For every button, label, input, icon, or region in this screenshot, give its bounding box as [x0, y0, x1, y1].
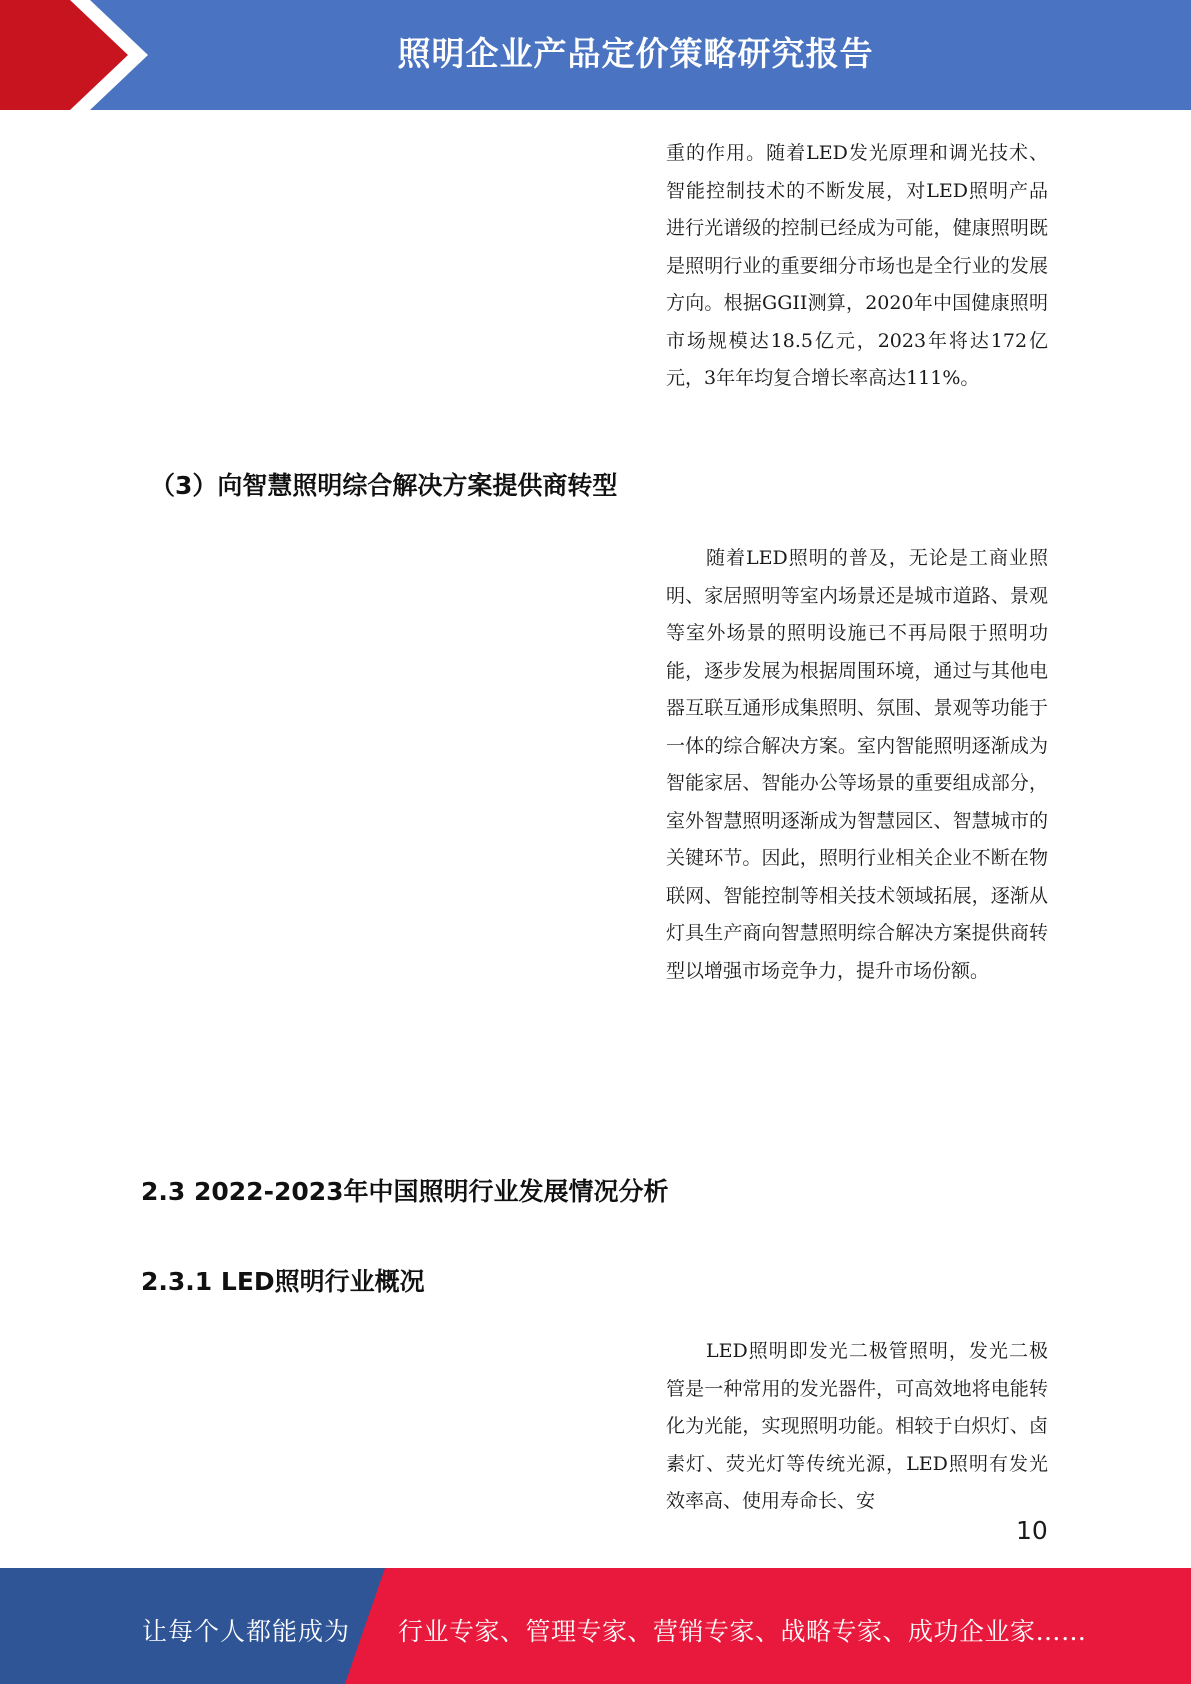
paragraph-text: 重的作用。随着LED发光原理和调光技术、智能控制技术的不断发展，对LED照明产品进行光谱级的控制已经成为可能，健康照明既是照明行业的重要细分市场也是全行业的发展方向。根据GGII测算，2020年中国健康照明市场规模达18.5亿元，2023年将达172亿元，3年年均复合增长率高达111%。 [666, 142, 1048, 389]
page-header [0, 0, 1191, 110]
footer-slogan-right: 行业专家、管理专家、营销专家、战略专家、成功企业家…… [398, 1617, 1087, 1646]
paragraph-led-overview [666, 1333, 1048, 1521]
section-heading-2-3: 2.3 2022-2023年中国照明行业发展情况分析 [141, 1177, 669, 1206]
paragraph-health-lighting [666, 135, 1048, 398]
footer-slogan-left: 让每个人都能成为 [142, 1617, 351, 1646]
section-heading-3: （3）向智慧照明综合解决方案提供商转型 [150, 471, 618, 500]
page-footer [0, 1568, 1191, 1684]
paragraph-smart-lighting [666, 540, 1048, 990]
paragraph-text: 随着LED照明的普及，无论是工商业照明、家居照明等室内场景还是城市道路、景观等室外场景的照明设施已不再局限于照明功能，逐步发展为根据周围环境，通过与其他电器互联互通形成集照明、氛围、景观等功能于一体的综合解决方案。室内智能照明逐渐成为智能家居、智能办公等场景的重要组成部分，室外智慧照明逐渐成为智慧园区、智慧城市的关键环节。因此，照明行业相关企业不断在物联网、智能控制等相关技术领域拓展，逐渐从灯具生产商向智慧照明综合解决方案提供商转型以增强市场竞争力，提升市场份额。 [666, 547, 1048, 982]
section-heading-2-3-1: 2.3.1 LED照明行业概况 [141, 1267, 425, 1296]
paragraph-text: LED照明即发光二极管照明，发光二极管是一种常用的发光器件，可高效地将电能转化为光能，实现照明功能。相较于白炽灯、卤素灯、荧光灯等传统光源，LED照明有发光效率高、使用寿命长、安 [666, 1340, 1048, 1512]
page-number: 10 [1016, 1516, 1048, 1545]
report-title: 照明企业产品定价策略研究报告 [397, 34, 874, 73]
